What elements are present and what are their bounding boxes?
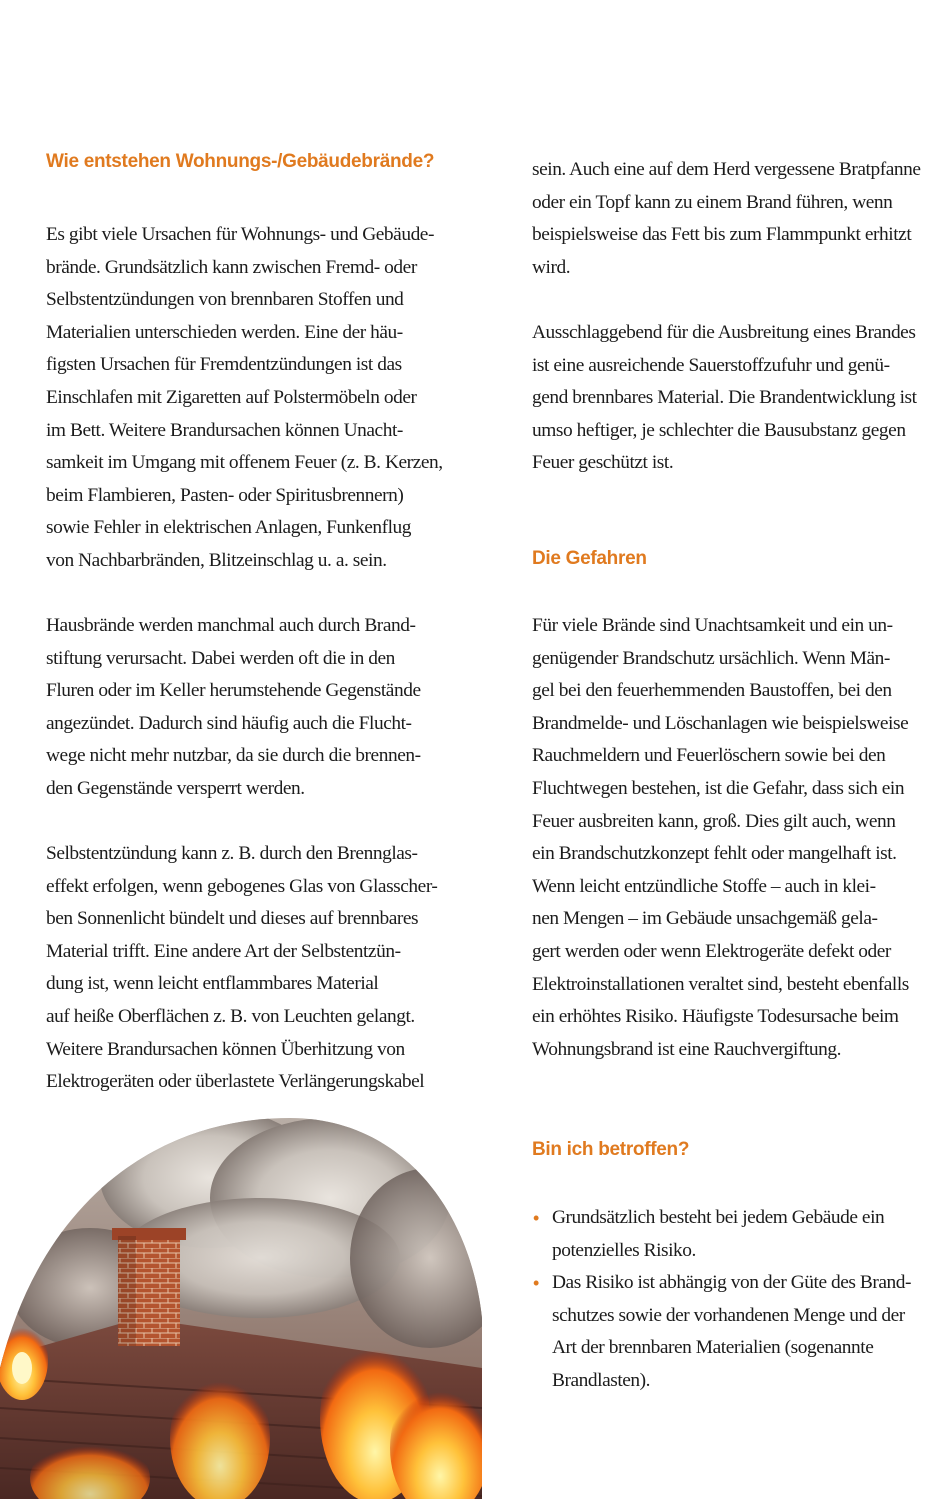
text-line: ben Sonnenlicht bündelt und dieses auf brennbares bbox=[46, 908, 419, 930]
burning-roof-illustration bbox=[0, 1118, 482, 1499]
text-line: von Nachbarbränden, Blitzeinschlag u. a. sein. bbox=[46, 549, 387, 571]
heading-affected: Bin ich betroffen? bbox=[532, 1139, 690, 1160]
risk-bullet-list bbox=[532, 1202, 911, 1398]
text-line: oder ein Topf kann zu einem Brand führen, wenn bbox=[532, 191, 893, 213]
text-line: Brandmelde- und Löschanlagen wie beispielsweise bbox=[532, 712, 909, 734]
text-line: stiftung verursacht. Dabei werden oft die in den bbox=[46, 647, 395, 669]
text-line: sowie Fehler in elektrischen Anlagen, Funkenflug bbox=[46, 517, 412, 539]
text-line: umso heftiger, je schlechter die Bausubstanz gegen bbox=[532, 419, 906, 441]
text-line: Fluchtwegen bestehen, ist die Gefahr, dass sich ein bbox=[532, 777, 905, 799]
text-line: Das Risiko ist abhängig von der Güte des Brand- bbox=[552, 1272, 912, 1294]
text-line: ist eine ausreichende Sauerstoffzufuhr und genü- bbox=[532, 354, 890, 376]
text-line: Material trifft. Eine andere Art der Selbstentzün- bbox=[46, 940, 401, 962]
text-line: samkeit im Umgang mit offenem Feuer (z. B. Kerzen, bbox=[46, 452, 443, 474]
text-line: sein. Auch eine auf dem Herd vergessene Bratpfanne bbox=[532, 159, 921, 180]
text-line: Art der brennbaren Materialien (sogenannte bbox=[552, 1337, 874, 1359]
text-line: gel bei den feuerhemmenden Baustoffen, bei den bbox=[532, 680, 892, 702]
text-line: wird. bbox=[532, 256, 571, 278]
text-line: figsten Ursachen für Fremdentzündungen ist das bbox=[46, 354, 402, 376]
text-line: beim Flambieren, Pasten- oder Spiritusbrennern) bbox=[46, 484, 404, 506]
text-line: Einschlafen mit Zigaretten auf Polstermöbeln oder bbox=[46, 386, 417, 408]
text-line: Materialien unterschieden werden. Eine der häu- bbox=[46, 321, 403, 343]
heading-dangers: Die Gefahren bbox=[532, 548, 647, 569]
text-line: effekt erfolgen, wenn gebogenes Glas von Glasscher- bbox=[46, 875, 438, 897]
text-line: Brandlasten). bbox=[552, 1369, 651, 1391]
text-line: beispielsweise das Fett bis zum Flammpunkt erhitzt bbox=[532, 224, 912, 246]
text-line: Rauchmeldern und Feuerlöschern sowie bei den bbox=[532, 745, 886, 767]
text-line: Hausbrände werden manchmal auch durch Brand- bbox=[46, 615, 416, 636]
text-line: Grundsätzlich besteht bei jedem Gebäude ein bbox=[552, 1207, 885, 1228]
text-line: gert werden oder wenn Elektrogeräte defekt oder bbox=[532, 940, 891, 962]
text-line: schutzes sowie der vorhandenen Menge und der bbox=[552, 1304, 905, 1326]
text-line: im Bett. Weitere Brandursachen können Unacht- bbox=[46, 419, 403, 441]
text-line: Fluren oder im Keller herumstehende Gegenstände bbox=[46, 680, 421, 702]
paragraph-self-ignition bbox=[46, 838, 437, 1099]
paragraph-dangers bbox=[532, 610, 909, 1066]
text-line: Für viele Brände sind Unachtsamkeit und ein un- bbox=[532, 615, 893, 636]
text-line: Elektroinstallationen veraltet sind, besteht ebenfalls bbox=[532, 973, 909, 995]
text-line: ein Brandschutzkonzept fehlt oder mangelhaft ist. bbox=[532, 843, 897, 865]
text-line: Elektrogeräten oder überlastete Verlängerungskabel bbox=[46, 1071, 425, 1093]
text-line: gend brennbares Material. Die Brandentwicklung ist bbox=[532, 387, 917, 409]
text-line: genügender Brandschutz ursächlich. Wenn Män- bbox=[532, 647, 890, 669]
text-line: Ausschlaggebend für die Ausbreitung eines Brandes bbox=[532, 322, 916, 343]
text-line: Selbstentzündungen von brennbaren Stoffen und bbox=[46, 289, 404, 311]
bullet-icon: • bbox=[533, 1273, 539, 1294]
text-line: den Gegenstände versperrt werden. bbox=[46, 777, 305, 799]
list-item bbox=[532, 1202, 911, 1267]
heading-causes: Wie entstehen Wohnungs-/Gebäudebrände? bbox=[46, 151, 435, 172]
paragraph-spread bbox=[532, 317, 917, 480]
bullet-icon: • bbox=[533, 1208, 539, 1228]
text-line: nen Mengen – im Gebäude unsachgemäß gela- bbox=[532, 908, 878, 930]
text-line: angezündet. Dadurch sind häufig auch die Flucht- bbox=[46, 712, 412, 734]
list-item bbox=[532, 1267, 911, 1397]
text-line: Feuer geschützt ist. bbox=[532, 452, 674, 474]
paragraph-arson bbox=[46, 610, 421, 806]
text-line: dung ist, wenn leicht entflammbares Material bbox=[46, 973, 379, 995]
text-line: potenzielles Risiko. bbox=[552, 1239, 696, 1261]
text-line: ein erhöhtes Risiko. Häufigste Todesursache beim bbox=[532, 1006, 899, 1028]
text-line: wege nicht mehr nutzbar, da sie durch die brennen- bbox=[46, 745, 421, 767]
text-line: Weitere Brandursachen können Überhitzung von bbox=[46, 1038, 405, 1060]
text-line: brände. Grundsätzlich kann zwischen Fremd- oder bbox=[46, 256, 417, 278]
text-line: Wohnungsbrand ist eine Rauchvergiftung. bbox=[532, 1038, 842, 1060]
paragraph-continuation bbox=[532, 154, 921, 284]
burning-roof-photo bbox=[0, 1118, 482, 1499]
text-line: Wenn leicht entzündliche Stoffe – auch in klei- bbox=[532, 875, 876, 897]
text-line: auf heiße Oberflächen z. B. von Leuchten gelangt. bbox=[46, 1005, 415, 1027]
paragraph-causes bbox=[46, 219, 443, 578]
text-line: Feuer ausbreiten kann, groß. Dies gilt auch, wenn bbox=[532, 810, 896, 832]
text-line: Es gibt viele Ursachen für Wohnungs- und Gebäude- bbox=[46, 224, 434, 245]
text-line: Selbstentzündung kann z. B. durch den Brennglas- bbox=[46, 843, 418, 864]
